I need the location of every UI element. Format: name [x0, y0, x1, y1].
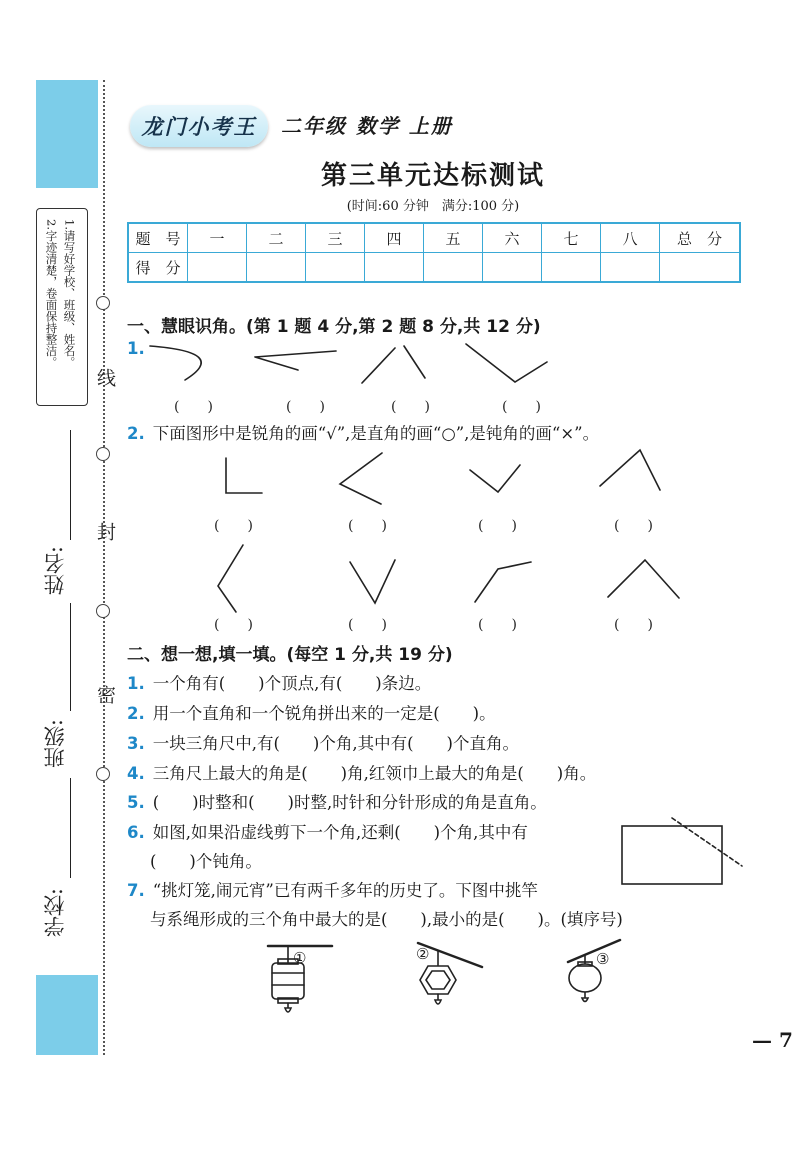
question-text: 下面图形中是锐角的画“√”,是直角的画“○”,是钝角的画“×”。: [152, 424, 600, 443]
grade-subject: 二年级 数学 上册: [281, 114, 453, 138]
answer-blank[interactable]: ( ): [214, 617, 253, 633]
sidebar-bottom-strip: [36, 975, 98, 1055]
score-input-cell[interactable]: [247, 253, 306, 283]
class-underline: [70, 778, 71, 878]
page-title: 第三单元达标测试: [320, 161, 545, 191]
binding-hole: [96, 767, 110, 781]
fill-item-3: 3. 一块三角尺中,有( )个角,其中有( )个直角。: [127, 734, 519, 753]
angle-acute-1: [340, 453, 382, 504]
fill-item-5: 5. ( )时整和( )时整,时针和分针形成的角是直角。: [127, 793, 547, 812]
answer-blank[interactable]: ( ): [478, 518, 517, 534]
score-input-cell[interactable]: [483, 253, 542, 283]
answer-blank[interactable]: ( ): [348, 617, 387, 633]
score-cell: 二: [247, 223, 306, 253]
fill-item-6-cont: ( )个钝角。: [150, 852, 262, 871]
score-input-cell[interactable]: [424, 253, 483, 283]
answer-blank[interactable]: ( ): [614, 518, 653, 534]
angle-figure-8: [608, 560, 679, 598]
name-field-label: 姓名:: [43, 546, 67, 596]
lantern-label-1: ①: [293, 949, 307, 967]
angle-acute-2: [470, 465, 520, 492]
answer-blank[interactable]: ( ): [614, 617, 653, 633]
seal-word-seal: 封: [94, 522, 116, 541]
question-number: 1.: [127, 339, 145, 358]
fill-item-4: 4. 三角尺上最大的角是( )角,红领巾上最大的角是( )角。: [127, 764, 597, 783]
score-input-cell[interactable]: [188, 253, 247, 283]
seal-word-line: 线: [94, 368, 116, 387]
lantern-3-body: [569, 964, 601, 992]
score-input-cell[interactable]: [542, 253, 601, 283]
answer-blank[interactable]: ( ): [348, 518, 387, 534]
seal-word-close: 密: [94, 685, 116, 704]
page-number: — 7: [752, 1028, 793, 1052]
class-field-label: 班级:: [43, 719, 67, 769]
fill-item-7-cont: 与系绳形成的三个角中最大的是( ),最小的是( )。(填序号): [150, 910, 623, 929]
lantern-label-3: ③: [596, 950, 610, 968]
answer-blank[interactable]: ( ): [502, 399, 541, 415]
score-cell: 一: [188, 223, 247, 253]
angle-figure-7: [475, 562, 531, 602]
score-cell: 六: [483, 223, 542, 253]
angle-figure-5: [218, 545, 243, 612]
page-subtitle: (时间:60 分钟 满分:100 分): [346, 199, 520, 214]
q1-figure-4: [466, 344, 547, 382]
answer-blank[interactable]: ( ): [286, 399, 325, 415]
score-input-cell[interactable]: [601, 253, 660, 283]
name-underline: [70, 430, 71, 540]
binding-line: [103, 80, 105, 1055]
score-cell: 总 分: [660, 223, 741, 253]
answer-blank[interactable]: ( ): [214, 518, 253, 534]
school-field-label: 学校:: [43, 888, 67, 938]
score-value-row: [128, 253, 740, 283]
binding-hole: [96, 447, 110, 461]
q1-number: [127, 339, 153, 358]
score-table: [127, 222, 741, 283]
binding-hole: [96, 604, 110, 618]
notice-line-1: 1.请写好学校、班级、姓名。: [62, 219, 77, 368]
score-cell: 四: [365, 223, 424, 253]
q1-curve-figure: [150, 346, 201, 380]
fill-item-6: 6. 如图,如果沿虚线剪下一个角,还剩( )个角,其中有: [127, 823, 528, 842]
fill-item-2: 2. 用一个直角和一个锐角拼出来的一定是( )。: [127, 704, 496, 723]
score-input-cell[interactable]: [660, 253, 741, 283]
score-input-cell[interactable]: [306, 253, 365, 283]
score-cell: 三: [306, 223, 365, 253]
angle-figure-6: [350, 560, 395, 603]
notice-line-2: 2.字迹清楚，卷面保持整洁。: [44, 219, 59, 368]
q1-figure-3: [362, 346, 425, 383]
lantern-3-pole: [568, 940, 620, 962]
score-cell: 八: [601, 223, 660, 253]
notice-box: [36, 208, 88, 406]
rectangle-figure: [622, 826, 722, 884]
lantern-2-body: [420, 966, 456, 994]
answer-blank[interactable]: ( ): [391, 399, 430, 415]
score-cell: 题 号: [128, 223, 188, 253]
q1-figure-2: [255, 351, 336, 370]
lantern-label-2: ②: [416, 945, 430, 963]
section-1-heading: 一、慧眼识角。(第 1 题 4 分,第 2 题 8 分,共 12 分): [127, 317, 541, 337]
section-2-heading: 二、想一想,填一填。(每空 1 分,共 19 分): [127, 645, 453, 665]
score-header-row: [128, 223, 740, 253]
answer-blank[interactable]: ( ): [478, 617, 517, 633]
answer-blank[interactable]: ( ): [174, 399, 213, 415]
dashed-cut-line: [672, 818, 742, 866]
q2-line: [127, 420, 599, 444]
angle-right: [226, 458, 262, 493]
score-cell: 五: [424, 223, 483, 253]
fill-item-7: 7. “挑灯笼,闹元宵”已有两千多年的历史了。下图中挑竿: [127, 881, 538, 900]
score-input-cell[interactable]: [365, 253, 424, 283]
question-number: 2.: [127, 424, 145, 443]
fill-item-1: 1. 一个角有( )个顶点,有( )条边。: [127, 674, 432, 693]
binding-hole: [96, 296, 110, 310]
lantern-1-body: [272, 963, 304, 999]
angle-obtuse-1: [600, 450, 660, 490]
brand-badge: 龙门小考王: [130, 105, 268, 147]
score-cell: 七: [542, 223, 601, 253]
name-underline-2: [70, 603, 71, 711]
score-cell: 得 分: [128, 253, 188, 283]
